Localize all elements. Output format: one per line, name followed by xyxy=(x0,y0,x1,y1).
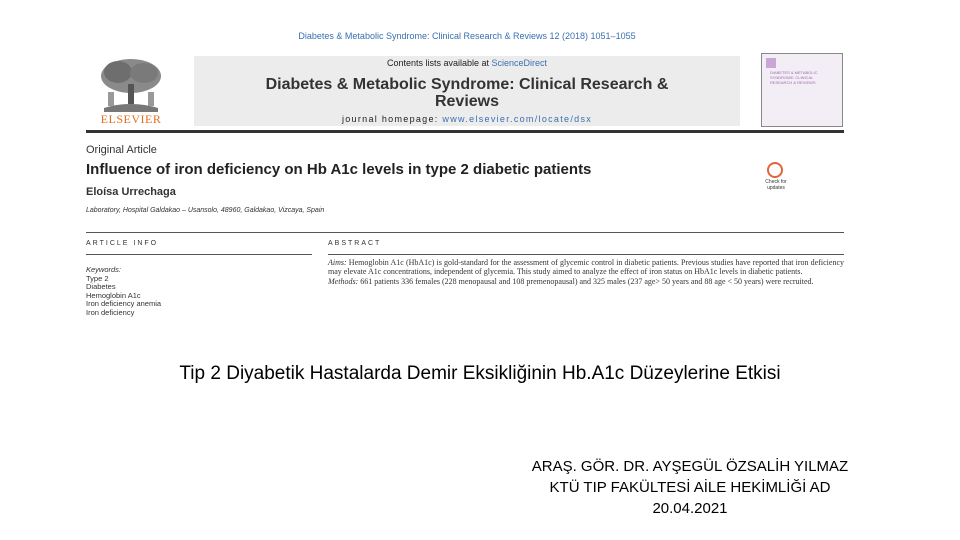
journal-name-line2: Reviews xyxy=(434,93,500,110)
check-updates-icon xyxy=(767,162,783,178)
article-info-heading: ARTICLE INFO xyxy=(86,240,159,247)
contents-prefix: Contents lists available at xyxy=(386,58,492,68)
keyword-item: Type 2 xyxy=(86,273,109,283)
slide-title: Tip 2 Diyabetik Hastalarda Demir Eksikliğinin Hb.A1c Düzeylerine Etkisi xyxy=(179,363,781,384)
keyword-item: Iron deficiency xyxy=(86,307,135,317)
check-updates-label: Check for updates xyxy=(765,179,787,191)
methods-text: 661 patients 336 females (228 menopausal and 108 premenopausal) and 325 males (237 age> 50 years and 88 age < 50 years) were recruited. xyxy=(358,276,814,286)
homepage-url-link[interactable]: www.elsevier.com/locate/dsx xyxy=(442,114,593,124)
article-type: Original Article xyxy=(86,144,157,156)
keyword-item: Hemoglobin A1c xyxy=(86,290,141,300)
sciencedirect-link[interactable]: ScienceDirect xyxy=(491,58,548,68)
journal-name xyxy=(194,76,740,110)
article-title: Influence of iron deficiency on Hb A1c levels in type 2 diabetic patients xyxy=(86,161,592,178)
journal-title-panel xyxy=(194,56,740,126)
homepage-line xyxy=(194,114,740,124)
presenter-name: ARAŞ. GÖR. DR. AYŞEGÜL ÖZSALİH YILMAZ xyxy=(531,458,849,475)
presenter-block xyxy=(480,456,900,519)
article-info-divider xyxy=(86,254,312,255)
journal-name-line1: Diabetes & Metabolic Syndrome: Clinical Research & xyxy=(265,76,669,93)
abstract-body xyxy=(328,258,844,286)
author-affiliation: Laboratory, Hospital Galdakao – Usansolo, 48960, Galdakao, Vizcaya, Spain xyxy=(86,207,325,214)
journal-header xyxy=(86,50,844,128)
journal-citation: Diabetes & Metabolic Syndrome: Clinical Research & Reviews 12 (2018) 1051–1055 xyxy=(298,31,636,41)
keywords-label: Keywords: xyxy=(86,265,122,274)
abstract-divider xyxy=(328,254,844,255)
aims-text: Hemoglobin A1c (HbA1c) is gold-standard for the assessment of glycemic control in diabetic patients. Previous studies have reported that iron deficiency may elevate A1c concentrations, independent of glycemia. This study aimed to analyze the effect of iron status on HbA1c levels in diabetic patients. xyxy=(328,258,844,277)
header-divider xyxy=(86,130,844,133)
homepage-prefix: journal homepage: xyxy=(341,114,443,124)
check-for-updates-badge[interactable] xyxy=(756,162,796,192)
contents-line xyxy=(194,58,740,68)
elsevier-wordmark: ELSEVIER xyxy=(100,112,162,126)
abstract-aims xyxy=(328,258,844,277)
section-divider xyxy=(86,232,844,233)
presenter-institution: KTÜ TIP FAKÜLTESİ AİLE HEKİMLİĞİ AD xyxy=(549,479,831,496)
keyword-item: Diabetes xyxy=(86,282,116,291)
cover-decoration-icon xyxy=(766,58,776,68)
methods-label: Methods: xyxy=(328,276,359,286)
abstract-methods xyxy=(328,277,844,286)
abstract-heading: ABSTRACT xyxy=(328,240,382,247)
journal-cover-thumbnail xyxy=(761,53,843,127)
cover-text: DIABETES & METABOLIC SYNDROME: CLINICAL RESEARCH & REVIEWS xyxy=(770,70,818,85)
keyword-item: Iron deficiency anemia xyxy=(86,299,162,308)
article-author: Eloísa Urrechaga xyxy=(86,186,176,198)
presentation-date: 20.04.2021 xyxy=(652,500,728,517)
tree-icon xyxy=(94,56,168,112)
aims-label: Aims: xyxy=(328,258,347,267)
keywords-list xyxy=(86,266,161,317)
elsevier-logo xyxy=(86,56,176,126)
